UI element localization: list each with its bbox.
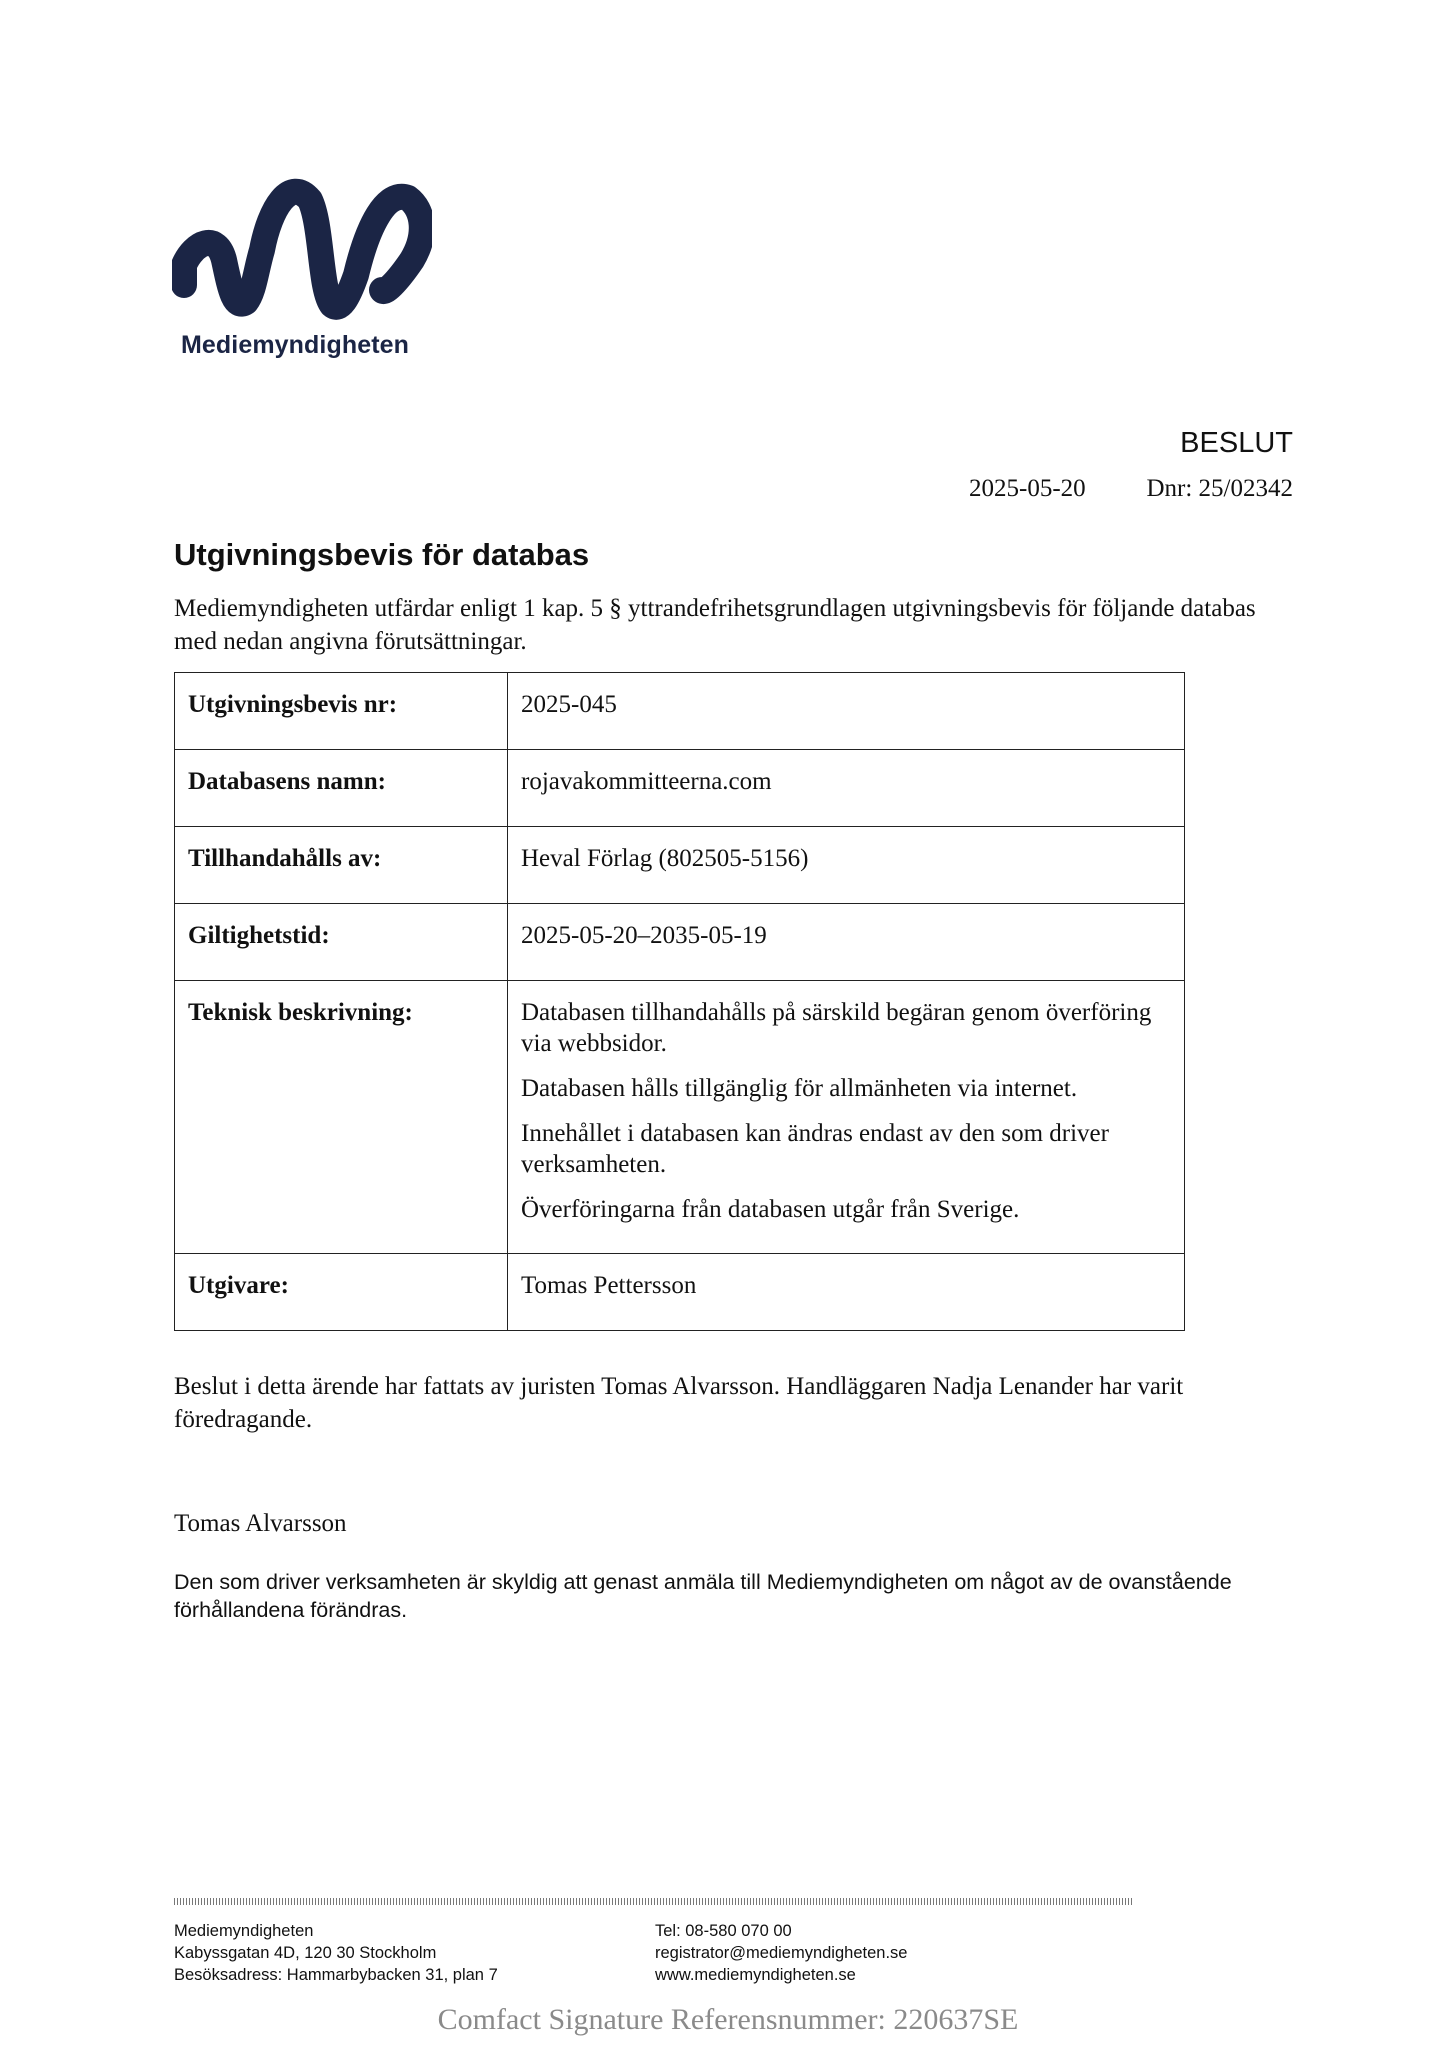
row-label: Tillhandahålls av: [175,827,508,904]
tech-paragraph: Databasen hålls tillgänglig för allmänheten via internet. [521,1075,1078,1102]
intro-paragraph: Mediemyndigheten utfärdar enligt 1 kap. 5 § yttrandefrihetsgrundlagen utgivningsbevis för följande databas med nedan angivna förutsättningar. [174,595,1256,655]
row-label: Giltighetstid: [175,904,508,981]
document-date: 2025-05-20 [969,475,1086,502]
certificate-table [174,672,1185,1331]
table-row-technical [175,981,1185,1254]
row-value: rojavakommitteerna.com [508,750,1185,827]
table-row [175,673,1185,750]
document-type: BESLUT [1180,427,1293,459]
footer-email: registrator@mediemyndigheten.se [655,1944,908,1962]
row-label: Teknisk beskrivning: [175,981,508,1254]
row-value: 2025-05-20–2035-05-19 [508,904,1185,981]
footer-divider [174,1898,1134,1905]
decision-paragraph: Beslut i detta ärende har fattats av juristen Tomas Alvarsson. Handläggaren Nadja Lenander har varit föredragande. [174,1373,1184,1433]
table-row [175,1254,1185,1331]
footer-visit-address: Besöksadress: Hammarbybacken 31, plan 7 [174,1966,498,1984]
tech-paragraph: Databasen tillhandahålls på särskild begäran genom överföring via webbsidor. [521,999,1152,1057]
logo-wordmark: Mediemyndigheten [181,331,410,359]
row-label: Utgivningsbevis nr: [175,673,508,750]
footer-contact [655,1920,907,1986]
row-label: Utgivare: [175,1254,508,1331]
footer-org: Mediemyndigheten [174,1922,314,1940]
table-row [175,750,1185,827]
row-value: Heval Förlag (802505-5156) [508,827,1185,904]
footer-postal-address: Kabyssgatan 4D, 120 30 Stockholm [174,1944,437,1962]
notice-paragraph: Den som driver verksamheten är skyldig att genast anmäla till Mediemyndigheten om något av de ovanstående förhållandena förändras. [174,1570,1232,1622]
footer-phone: Tel: 08-580 070 00 [655,1922,792,1940]
table-row [175,904,1185,981]
footer-website: www.mediemyndigheten.se [655,1966,856,1984]
row-label: Databasens namn: [175,750,508,827]
row-value: Tomas Pettersson [508,1254,1185,1331]
row-value-technical [508,981,1185,1254]
signer-name: Tomas Alvarsson [174,1510,347,1537]
footer-address [174,1920,498,1986]
signature-reference: Comfact Signature Referensnummer: 220637SE [437,2003,1019,2036]
mediemyndigheten-logo-icon [172,170,432,320]
tech-paragraph: Överföringarna från databasen utgår från Sverige. [521,1196,1020,1223]
document-dnr: Dnr: 25/02342 [1146,475,1293,502]
page-title: Utgivningsbevis för databas [174,537,590,572]
tech-paragraph: Innehållet i databasen kan ändras endast av den som driver verksamheten. [521,1120,1109,1178]
table-row [175,827,1185,904]
row-value: 2025-045 [508,673,1185,750]
